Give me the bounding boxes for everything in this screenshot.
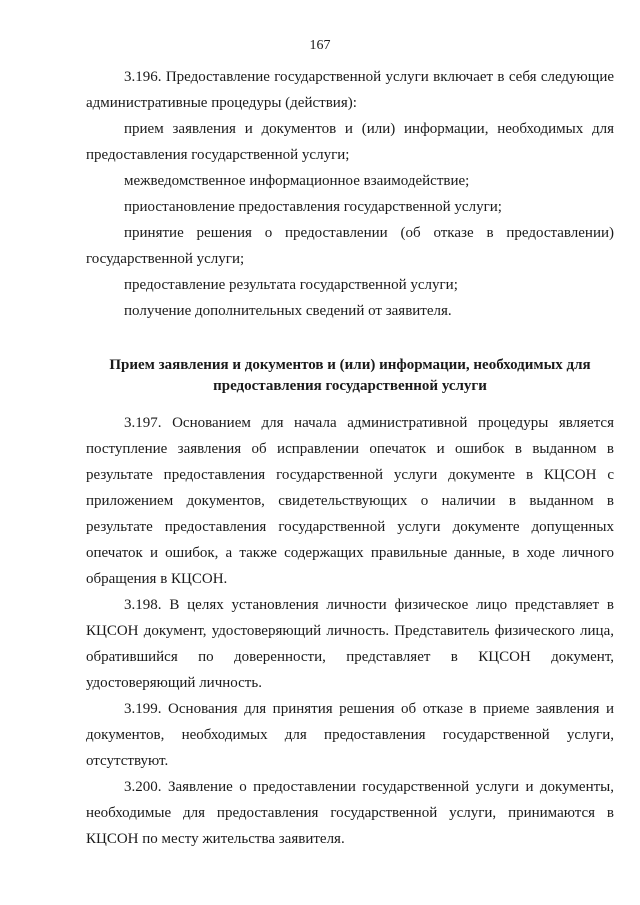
list-item-suspension: приостановление предоставления государственной услуги; — [124, 199, 502, 215]
list-item-result: предоставление результата государственной услуги; — [124, 277, 458, 293]
paragraph-3-200: 3.200. Заявление о предоставлении государственной услуги и документы, необходимые для предоставления государственной услуги, принимаются в КЦСОН по месту жительства заявителя. — [86, 779, 614, 847]
paragraph-3-197: 3.197. Основанием для начала административной процедуры является поступление заявления об исправлении опечаток и ошибок в выданном в результате предоставления государственной услуги документе в КЦСОН с приложением документов, свидетельствующих о наличии в выданном в результате предоставления государственной услуги документе допущенных опечаток и ошибок, а также содержащих правильные данные, в ходе личного обращения в КЦСОН. — [86, 415, 614, 587]
heading-line-1: Прием заявления и документов и (или) информации, необходимых для — [109, 357, 591, 373]
list-item-decision: принятие решения о предоставлении (об отказе в предоставлении) государственной услуги; — [86, 225, 614, 267]
section-heading — [96, 355, 604, 397]
list-item-additional-info: получение дополнительных сведений от заявителя. — [124, 303, 452, 319]
intro-section — [86, 64, 614, 324]
paragraph-3-198: 3.198. В целях установления личности физическое лицо представляет в КЦСОН документ, удостоверяющий личность. Представитель физического лица, обратившийся по доверенности, представляет в КЦСОН документ, удостоверяющий личность. — [86, 597, 614, 691]
list-item-receipt: прием заявления и документов и (или) информации, необходимых для предоставления государственной услуги; — [86, 121, 614, 163]
heading-line-2: предоставления государственной услуги — [213, 378, 487, 394]
page-number: 167 — [309, 38, 331, 53]
list-item-interaction: межведомственное информационное взаимодействие; — [124, 173, 470, 189]
body-section — [86, 410, 614, 852]
paragraph-3-196: 3.196. Предоставление государственной услуги включает в себя следующие административные процедуры (действия): — [86, 69, 614, 111]
paragraph-3-199: 3.199. Основания для принятия решения об отказе в приеме заявления и документов, необходимых для предоставления государственной услуги, отсутствуют. — [86, 701, 614, 769]
